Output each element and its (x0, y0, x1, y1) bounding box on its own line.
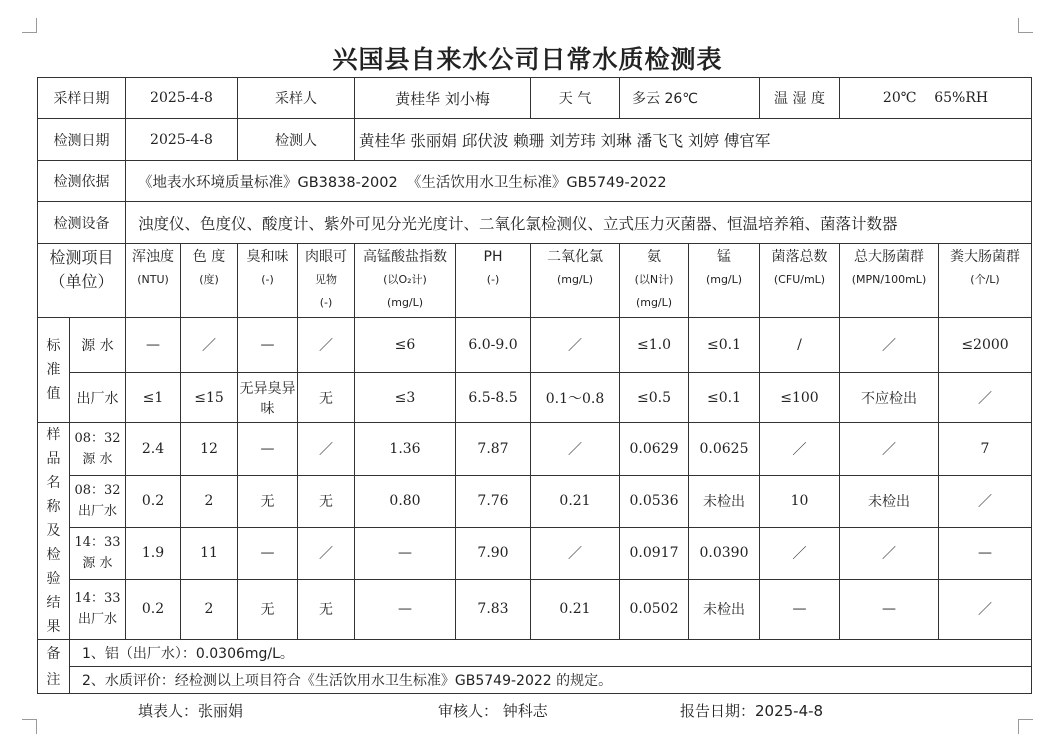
sample-value: ／ (531, 527, 620, 579)
standard-group-label (38, 318, 70, 423)
standard-value: 无 (298, 373, 355, 423)
sample-kind: 出厂水 (77, 504, 117, 520)
column-header (689, 244, 760, 318)
column-header-unit: (MPN/100mL) (851, 273, 927, 286)
temp-humidity-label: 温 湿 度 (760, 78, 840, 119)
corner-mark (1018, 18, 1033, 33)
sample-value: ／ (840, 527, 939, 579)
column-header-unit: (-) (261, 273, 274, 286)
column-header-unit: (度) (199, 273, 219, 286)
sample-kind: 出厂水 (77, 612, 117, 628)
column-header (760, 244, 840, 318)
item-header-label-line2: （单位） (49, 272, 114, 291)
sample-value: 无 (238, 579, 298, 639)
sample-value: — (238, 423, 298, 476)
sample-value: — (840, 579, 939, 639)
standard-value: 6.5-8.5 (456, 373, 531, 423)
standard-value: ≤0.1 (689, 373, 760, 423)
sample-value: 0.2 (126, 475, 181, 527)
sample-date-label: 采样日期 (38, 78, 126, 119)
column-header-unit: (mg/L) (705, 273, 743, 286)
remarks-label (38, 640, 70, 694)
sample-value: ／ (840, 423, 939, 476)
sample-value: ／ (939, 579, 1032, 639)
column-header-name: 高锰酸盐指数 (363, 249, 447, 265)
test-date-label: 检测日期 (38, 119, 126, 161)
testers-value: 黄桂华 张丽娟 邱伏波 赖珊 刘芳玮 刘琳 潘飞飞 刘婷 傅官军 (355, 119, 1032, 161)
column-header-name: PH (483, 249, 503, 265)
standard-value: ／ (531, 318, 620, 373)
sample-value: 0.21 (531, 579, 620, 639)
column-header-unit: (个/L) (970, 273, 1000, 286)
column-header-unit: (mg/L) (386, 296, 424, 309)
sample-value: 7 (939, 423, 1032, 476)
remark-line-1: 1、铝（出厂水）：0.0306mg/L。 (70, 640, 1032, 667)
standard-value: ≤2000 (939, 318, 1032, 373)
sample-kind: 源 水 (82, 556, 113, 572)
test-date-value: 2025-4-8 (126, 119, 238, 161)
column-header-name2: (以O₂计) (383, 273, 427, 286)
column-header-name: 锰 (717, 249, 731, 265)
remark-line-2: 2、水质评价：经检测以上项目符合《生活饮用水卫生标准》GB5749-2022 的规定。 (70, 667, 1032, 694)
column-header-name2: 见物 (315, 273, 337, 286)
filler-name: 填表人：张丽娟 (138, 702, 244, 720)
sample-value: ／ (298, 527, 355, 579)
report-date: 报告日期：2025-4-8 (680, 702, 824, 720)
sample-value: 7.87 (456, 423, 531, 476)
sample-value: 7.76 (456, 475, 531, 527)
sample-name (70, 423, 126, 476)
standard-value: ≤100 (760, 373, 840, 423)
standard-value: ／ (939, 373, 1032, 423)
column-header-unit: (mg/L) (635, 296, 673, 309)
sample-time: 14：33 (74, 535, 121, 551)
sample-value: 10 (760, 475, 840, 527)
column-header-name: 臭和味 (246, 249, 289, 265)
sample-value: ／ (760, 527, 840, 579)
standard-value: ／ (181, 318, 238, 373)
sample-value: 0.21 (531, 475, 620, 527)
column-header-unit: (mg/L) (556, 273, 594, 286)
standard-value: 无异臭异味 (238, 373, 298, 423)
corner-mark (22, 719, 37, 734)
sample-group-label-text: 样 品 名 称 及 检 验 结 果 (46, 427, 61, 635)
column-header (840, 244, 939, 318)
sample-value: 0.0629 (620, 423, 689, 476)
column-header-unit: (CFU/mL) (773, 273, 826, 286)
sample-name (70, 475, 126, 527)
sample-value: ／ (298, 423, 355, 476)
sample-date-value: 2025-4-8 (126, 78, 238, 119)
sample-value: 7.83 (456, 579, 531, 639)
sample-value: 无 (298, 579, 355, 639)
sample-kind: 源 水 (82, 451, 113, 467)
sample-value: 2 (181, 475, 238, 527)
column-header (531, 244, 620, 318)
standard-value: / (760, 318, 840, 373)
standard-group-label-text: 标 准 值 (46, 338, 61, 402)
corner-mark (1018, 719, 1033, 734)
column-header (298, 244, 355, 318)
sample-value: 0.0917 (620, 527, 689, 579)
column-header (355, 244, 456, 318)
standard-value: — (238, 318, 298, 373)
temp-humidity-value: 20℃ 65%RH (840, 78, 1032, 119)
sample-value: 2.4 (126, 423, 181, 476)
sample-value: 0.80 (355, 475, 456, 527)
standard-value: ≤3 (355, 373, 456, 423)
column-header-name: 色 度 (192, 249, 226, 265)
column-header-name: 肉眼可 (305, 249, 347, 265)
basis-value: 《地表水环境质量标准》GB3838-2002 《生活饮用水卫生标准》GB5749-2022 (126, 161, 1032, 202)
sample-value: — (355, 527, 456, 579)
basis-label: 检测依据 (38, 161, 126, 202)
sample-value: 2 (181, 579, 238, 639)
sample-value: 无 (298, 475, 355, 527)
standard-value: — (126, 318, 181, 373)
sample-value: 1.36 (355, 423, 456, 476)
sample-value: — (355, 579, 456, 639)
equipment-value: 浊度仪、色度仪、酸度计、紫外可见分光光度计、二氧化氯检测仪、立式压力灭菌器、恒温培养箱、菌落计数器 (126, 202, 1032, 244)
sample-value: 11 (181, 527, 238, 579)
column-header-name: 二氧化氯 (547, 249, 603, 265)
sample-value: 未检出 (689, 579, 760, 639)
standard-row-label: 源 水 (70, 318, 126, 373)
column-header-name2: (以N计) (634, 273, 674, 286)
sample-value: — (760, 579, 840, 639)
sample-value: ／ (939, 475, 1032, 527)
item-header-label (38, 244, 126, 318)
sample-name (70, 579, 126, 639)
sample-value: 0.0536 (620, 475, 689, 527)
column-header-name: 浑浊度 (132, 249, 174, 265)
standard-value: ≤1 (126, 373, 181, 423)
sample-value: 0.0390 (689, 527, 760, 579)
standard-value: ≤0.1 (689, 318, 760, 373)
column-header-name: 总大肠菌群 (854, 249, 924, 265)
sample-value: ／ (531, 423, 620, 476)
sample-value: 0.0625 (689, 423, 760, 476)
item-header-label-line1: 检测项目 (49, 248, 114, 267)
sample-value: 0.0502 (620, 579, 689, 639)
water-quality-table (37, 77, 1032, 694)
standard-value: ≤0.5 (620, 373, 689, 423)
sample-value: 未检出 (689, 475, 760, 527)
column-header-name: 氨 (647, 249, 661, 265)
sample-value: 7.90 (456, 527, 531, 579)
sample-value: 1.9 (126, 527, 181, 579)
sample-name (70, 527, 126, 579)
sample-value: 未检出 (840, 475, 939, 527)
column-header (181, 244, 238, 318)
standard-value: 不应检出 (840, 373, 939, 423)
column-header (620, 244, 689, 318)
sampler-label: 采样人 (238, 78, 355, 119)
standard-value: ≤1.0 (620, 318, 689, 373)
standard-row-label: 出厂水 (70, 373, 126, 423)
standard-value: ／ (298, 318, 355, 373)
reviewer-name: 审核人： 钟科志 (438, 702, 548, 720)
sample-time: 08：32 (74, 430, 121, 446)
tester-label: 检测人 (238, 119, 355, 161)
sample-value: 0.2 (126, 579, 181, 639)
standard-value: 0.1～0.8 (531, 373, 620, 423)
sampler-value: 黄桂华 刘小梅 (355, 78, 531, 119)
sample-value: ／ (760, 423, 840, 476)
standard-value: ／ (840, 318, 939, 373)
weather-label: 天 气 (531, 78, 620, 119)
standard-value: ≤15 (181, 373, 238, 423)
column-header-unit: (NTU) (137, 273, 169, 286)
sample-time: 08：32 (74, 483, 121, 499)
corner-mark (22, 18, 37, 33)
sample-value: 无 (238, 475, 298, 527)
equipment-label: 检测设备 (38, 202, 126, 244)
document-title: 兴国县自来水公司日常水质检测表 (332, 45, 723, 74)
sample-group-label (38, 423, 70, 640)
sample-value: 12 (181, 423, 238, 476)
standard-value: ≤6 (355, 318, 456, 373)
remarks-label-text: 备 注 (46, 645, 61, 688)
standard-value: 6.0-9.0 (456, 318, 531, 373)
column-header (238, 244, 298, 318)
sample-value: — (939, 527, 1032, 579)
column-header-unit: (-) (319, 296, 333, 309)
column-header (456, 244, 531, 318)
column-header-unit: (-) (486, 273, 500, 286)
column-header (939, 244, 1032, 318)
weather-value: 多云 26℃ (620, 78, 760, 119)
column-header-name: 菌落总数 (771, 249, 828, 265)
sample-time: 14：33 (74, 591, 121, 607)
sample-value: — (238, 527, 298, 579)
column-header-name: 粪大肠菌群 (950, 249, 1020, 265)
column-header (126, 244, 181, 318)
